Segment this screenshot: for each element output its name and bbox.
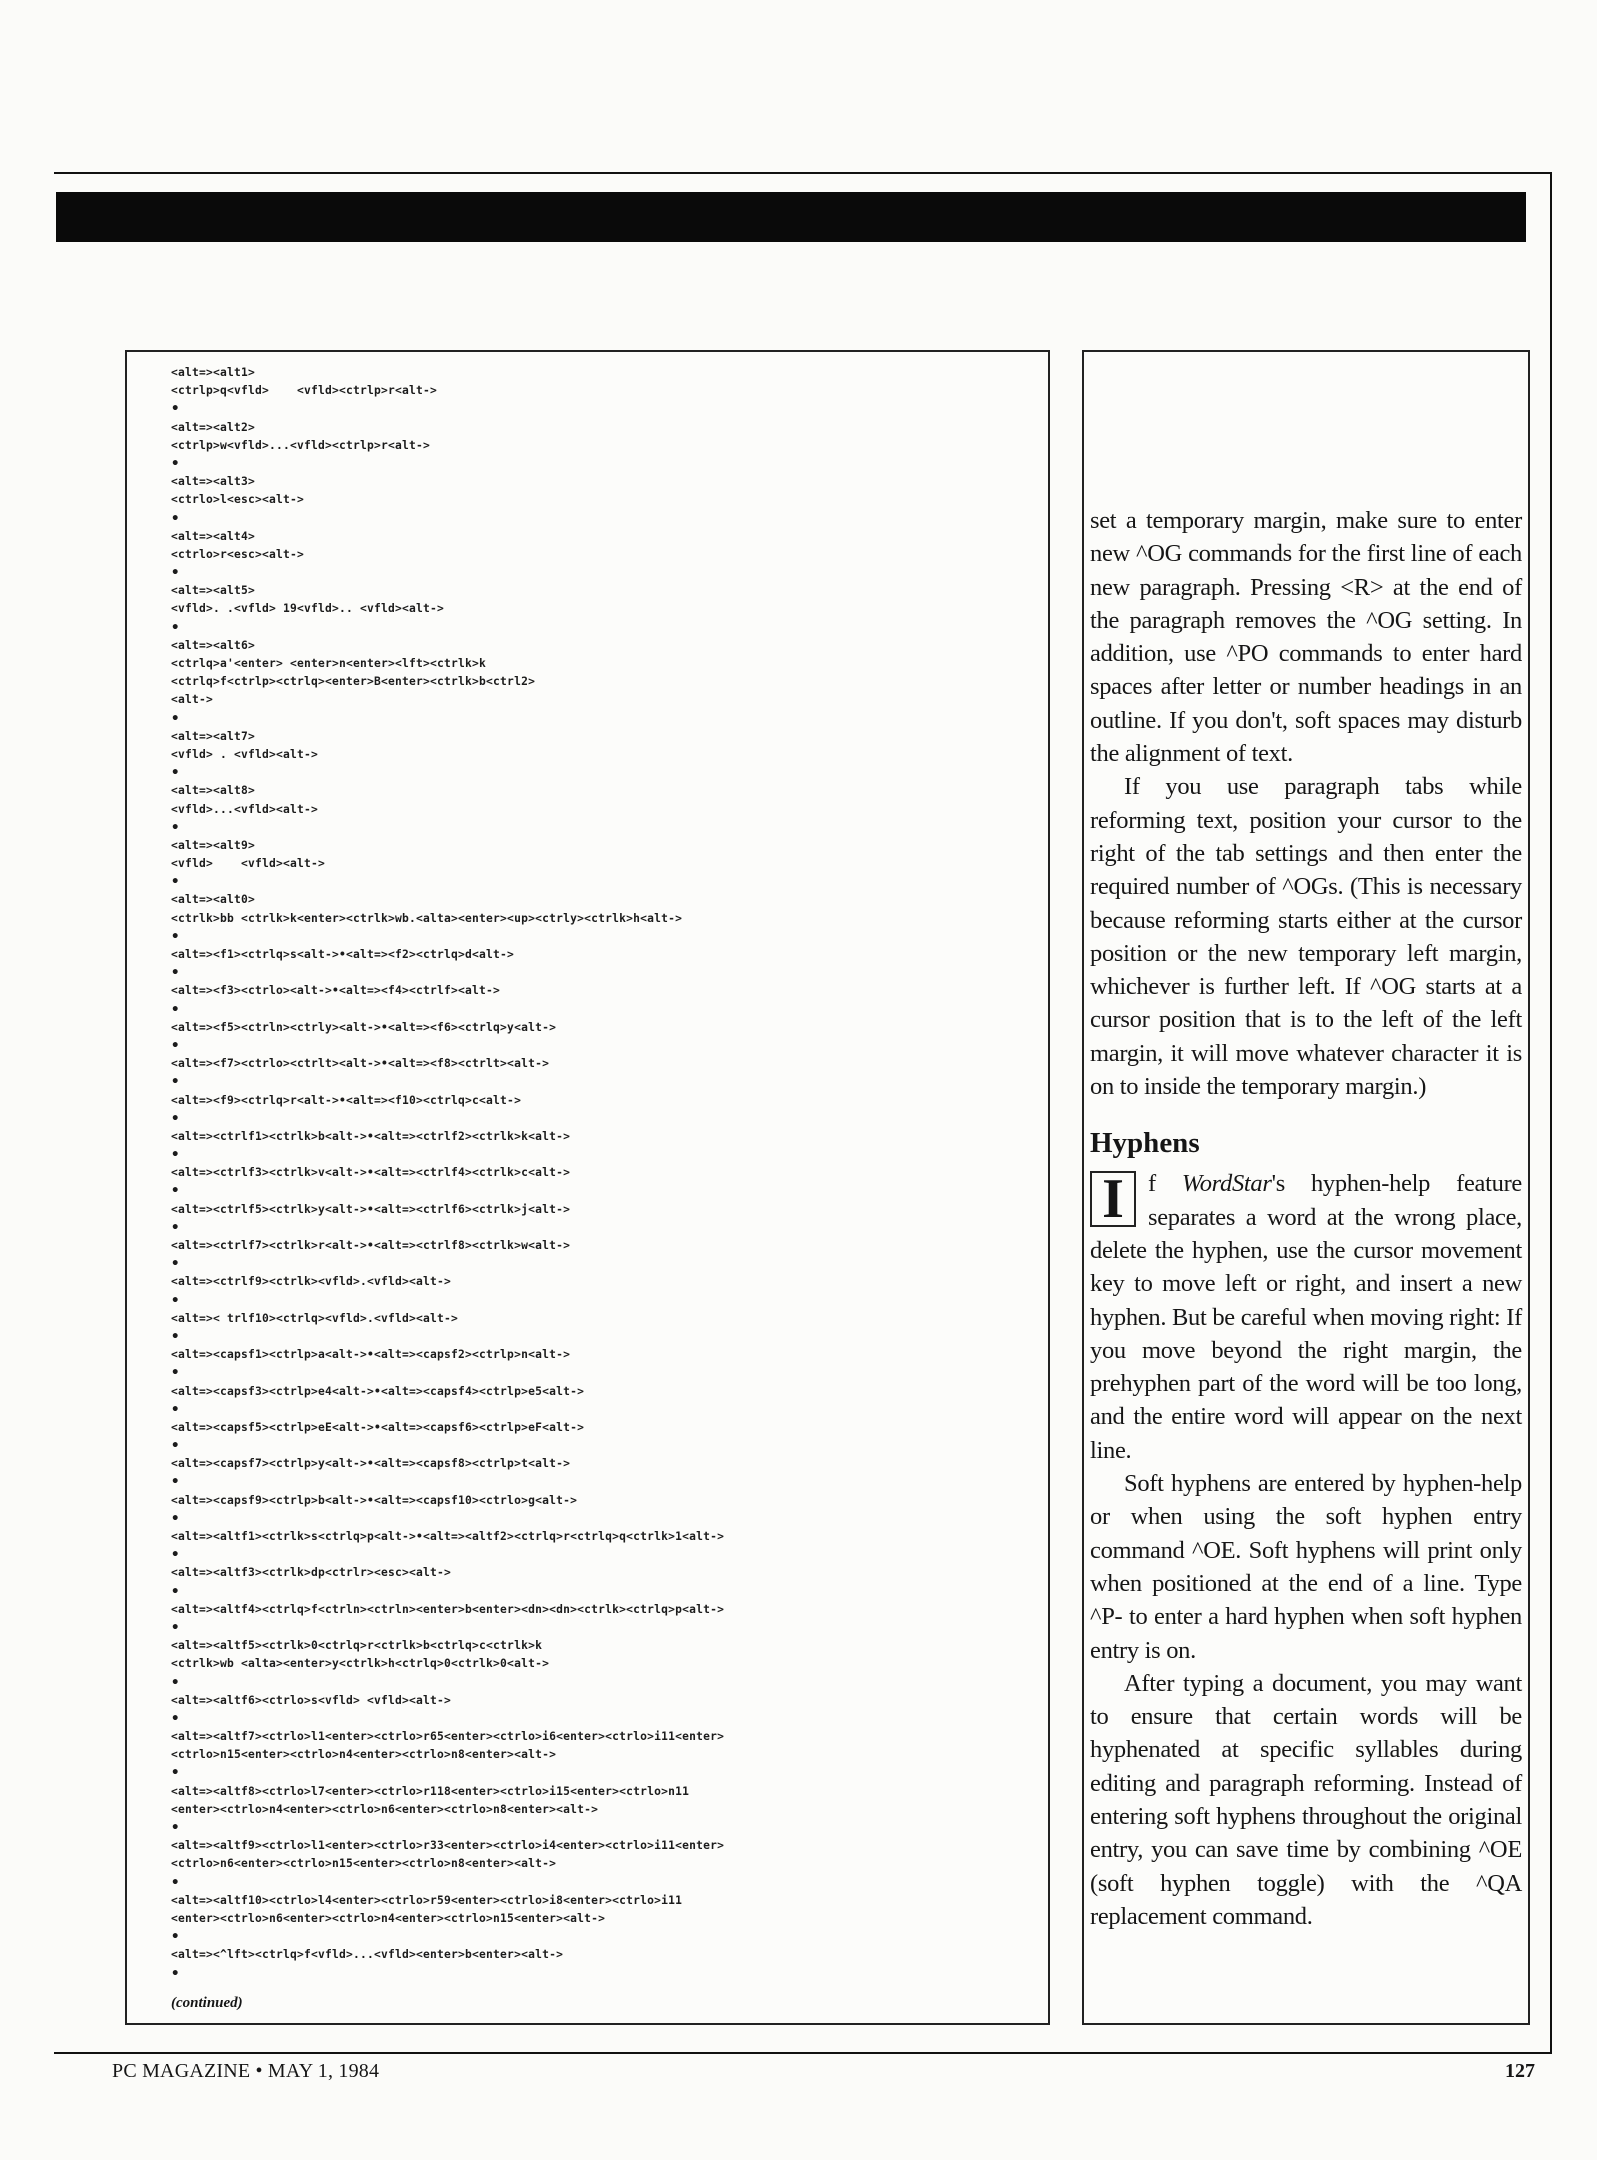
code-line: <alt=><f3><ctrlo><alt->•<alt=><f4><ctrlf><alt-> (171, 984, 501, 998)
code-separator: • (171, 510, 180, 527)
code-separator: • (171, 1401, 180, 1418)
code-separator: • (171, 1365, 180, 1382)
code-separator: • (171, 455, 180, 472)
code-line: <alt=><capsf7><ctrlp>y<alt->•<alt=><capsf8><ctrlp>t<alt-> (171, 1457, 571, 1471)
code-line: <ctrlp>w<vfld>...<vfld><ctrlp>r<alt-> (171, 438, 431, 452)
code-separator: • (171, 1965, 180, 1982)
code-line: <alt=><ctrlf7><ctrlk>r<alt->•<alt=><ctrlf8><ctrlk>w<alt-> (171, 1239, 571, 1252)
code-separator: • (171, 1765, 180, 1782)
code-line: <alt=><alt5> (171, 584, 256, 598)
code-separator: • (171, 928, 180, 945)
code-line: <alt=><capsf5><ctrlp>eE<alt->•<alt=><capsf6><ctrlp>eF<alt-> (171, 1420, 585, 1434)
code-line: <ctrlk>bb <ctrlk>k<enter><ctrlk>wb.<alta><enter><up><ctrly><ctrlk>h<alt-> (171, 911, 683, 925)
code-separator: • (171, 619, 180, 636)
code-line: <alt=>< trlf10><ctrlq><vfld>.<vfld><alt-> (171, 1311, 459, 1325)
code-line: <alt=><altf5><ctrlk>0<ctrlq>r<ctrlk>b<ctrlq>c<ctrlk>k (171, 1639, 543, 1653)
code-line: <ctrlk>wb <alta><enter>y<ctrlk>h<ctrlq>0<ctrlk>0<alt-> (171, 1657, 550, 1671)
paragraph-hyphen-help (1090, 1167, 1522, 1467)
code-line: <alt=><altf8><ctrlo>l7<enter><ctrlo>r118<enter><ctrlo>i15<enter><ctrlo>n11 (171, 1784, 690, 1798)
page-number: 127 (1505, 2060, 1535, 2082)
paragraph-paragraph-tabs: If you use paragraph tabs while reforming text, position your cursor to the right of the tab settings and then enter the required number of ^OGs. (This is necessary because reforming starts either at the cursor position or the new temporary left margin, whichever is further left. If ^OG starts at a cursor position that is to the left of the left margin, it will move whatever character it is on to inside the temporary margin.) (1090, 773, 1522, 1101)
code-listing-box (125, 350, 1050, 2025)
bottom-rule (54, 2052, 1552, 2054)
code-line: <enter><ctrlo>n4<enter><ctrlo>n6<enter><ctrlo>n8<enter><alt-> (171, 1802, 599, 1816)
top-rule (54, 172, 1552, 174)
code-separator: • (171, 1147, 180, 1164)
code-separator: • (171, 1292, 180, 1309)
code-line: <alt=><altf6><ctrlo>s<vfld> <vfld><alt-> (171, 1693, 452, 1707)
code-separator: • (171, 874, 180, 891)
code-line: <ctrlq>a'<enter> <enter>n<enter><lft><ctrlk>k (171, 657, 487, 670)
code-line: <alt=><capsf1><ctrlp>a<alt->•<alt=><capsf2><ctrlp>n<alt-> (171, 1348, 571, 1362)
code-line: <alt=><f9><ctrlq>r<alt->•<alt=><f10><ctrlq>c<alt-> (171, 1093, 522, 1107)
code-separator: • (171, 1929, 180, 1946)
continued-label: (continued) (171, 1994, 243, 2011)
code-separator: • (171, 1547, 180, 1564)
code-line: <ctrlo>r<esc><alt-> (171, 547, 305, 561)
code-separator: • (171, 1110, 180, 1127)
code-line: <enter><ctrlo>n6<enter><ctrlo>n4<enter><ctrlo>n15<enter><alt-> (171, 1911, 606, 1925)
code-line: <alt=><ctrlf5><ctrlk>y<alt->•<alt=><ctrlf6><ctrlk>j<alt-> (171, 1202, 571, 1216)
code-line: <vfld> . <vfld><alt-> (171, 747, 319, 761)
code-separator: • (171, 1820, 180, 1836)
code-separator: • (171, 1619, 180, 1636)
code-separator: • (171, 1438, 180, 1455)
code-separator: • (171, 1510, 180, 1527)
paragraph-hyphen-help-start: f (1148, 1170, 1182, 1198)
code-line: <ctrlo>n6<enter><ctrlo>n15<enter><ctrlo>n8<enter><alt-> (171, 1857, 557, 1871)
code-separator: • (171, 1674, 180, 1691)
code-line: <alt=><alt2> (171, 420, 256, 434)
hyphen-help-paragraph (1090, 1167, 1522, 1467)
code-separator: • (171, 1710, 180, 1727)
code-separator: • (171, 1183, 180, 1200)
code-separator: • (171, 1001, 180, 1018)
article-column (1082, 350, 1530, 2025)
paragraph-after-typing: After typing a document, you may want to ensure that certain words will be hyphenated at specific syllables during editing and paragraph reforming. Instead of entering soft hyphens throughout the original entry, you can save time by combining ^OE (soft hyphen toggle) with the ^QA replacement command. (1090, 1669, 1522, 1930)
drop-cap: I (1090, 1171, 1136, 1227)
header-bar (56, 192, 1526, 242)
code-line: <alt=><alt7> (171, 729, 256, 743)
code-line: <alt-> (171, 693, 214, 707)
paragraph-soft-hyphens: Soft hyphens are entered by hyphen-help or when using the soft hyphen entry command ^OE. Soft hyphens will print only when positioned at the end of a line. Type ^P- to enter a hard hyphen when soft hyphen entry is on. (1090, 1470, 1522, 1664)
code-line: <alt=><ctrlf1><ctrlk>b<alt->•<alt=><ctrlf2><ctrlk>k<alt-> (171, 1129, 571, 1143)
code-line: <alt=><capsf3><ctrlp>e4<alt->•<alt=><capsf4><ctrlp>e5<alt-> (171, 1384, 585, 1398)
code-line: <alt=><f7><ctrlo><ctrlt><alt->•<alt=><f8><ctrlt><alt-> (171, 1057, 550, 1071)
right-rule (1550, 172, 1552, 2052)
code-separator: • (171, 965, 180, 982)
code-line: <ctrlp>q<vfld> <vfld><ctrlp>r<alt-> (171, 384, 438, 398)
code-line: <alt=><alt9> (171, 838, 256, 852)
code-line: <alt=><ctrlf9><ctrlk><vfld>.<vfld><alt-> (171, 1275, 452, 1289)
code-line: <vfld> <vfld><alt-> (171, 857, 326, 871)
code-separator: • (171, 401, 180, 418)
code-separator: • (171, 1074, 180, 1091)
code-line: <alt=><^lft><ctrlq>f<vfld>...<vfld><enter>b<enter><alt-> (171, 1948, 564, 1962)
code-separator: • (171, 565, 180, 582)
code-separator: • (171, 819, 180, 836)
code-line: <alt=><ctrlf3><ctrlk>v<alt->•<alt=><ctrlf4><ctrlk>c<alt-> (171, 1166, 571, 1180)
code-separator: • (171, 1583, 180, 1600)
code-line: <alt=><capsf9><ctrlp>b<alt->•<alt=><capsf10><ctrlo>g<alt-> (171, 1493, 578, 1507)
code-separator: • (171, 1037, 180, 1054)
code-separator: • (171, 1474, 180, 1491)
code-line: <alt=><altf3><ctrlk>dp<ctrlr><esc><alt-> (171, 1566, 452, 1580)
code-separator: • (171, 1256, 180, 1273)
code-line: <alt=><altf1><ctrlk>s<ctrlq>p<alt->•<alt=><altf2><ctrlq>r<ctrlq>q<ctrlk>1<alt-> (171, 1530, 725, 1543)
paragraph-temporary-margin: set a temporary margin, make sure to enter new ^OG commands for the first line of each new paragraph. Pressing <R> at the end of the paragraph removes the ^OG setting. In addition, use ^PO commands to enter hard spaces after letter or number headings in an outline. If you don't, soft spaces may disturb the alignment of text. (1090, 507, 1522, 768)
wordstar-title: WordStar (1181, 1170, 1272, 1198)
footer-publication: PC MAGAZINE • MAY 1, 1984 (112, 2060, 380, 2082)
code-line: <alt=><alt6> (171, 638, 256, 652)
code-line: <alt=><alt4> (171, 529, 256, 543)
code-line: <alt=><alt8> (171, 784, 256, 798)
code-separator: • (171, 710, 180, 727)
code-separator: • (171, 765, 180, 782)
code-line: <alt=><alt0> (171, 893, 256, 907)
code-line: <vfld>...<vfld><alt-> (171, 802, 319, 816)
code-line: <alt=><altf7><ctrlo>l1<enter><ctrlo>r65<enter><ctrlo>i6<enter><ctrlo>i11<enter> (171, 1730, 725, 1744)
code-line: <alt=><alt1> (171, 366, 256, 379)
code-separator: • (171, 1874, 180, 1891)
paragraph-hyphen-help-rest: 's hyphen-help feature separates a word at the wrong place, delete the hyphen, use the cursor movement key to move left or right, and insert a new hyphen. But be careful when moving right: If you move beyond the right margin, the prehyphen part of the word will be too long, and the entire word will appear on the next line. (1090, 1170, 1522, 1464)
code-line: <alt=><f5><ctrln><ctrly><alt->•<alt=><f6><ctrlq>y<alt-> (171, 1020, 557, 1034)
code-line: <ctrlo>l<esc><alt-> (171, 493, 305, 507)
code-separator: • (171, 1328, 180, 1345)
code-line: <ctrlo>n15<enter><ctrlo>n4<enter><ctrlo>n8<enter><alt-> (171, 1748, 557, 1762)
section-heading-hyphens: Hyphens (1090, 1127, 1200, 1160)
code-line: <alt=><f1><ctrlq>s<alt->•<alt=><f2><ctrlq>d<alt-> (171, 948, 515, 961)
code-line: <alt=><altf10><ctrlo>l4<enter><ctrlo>r59<enter><ctrlo>i8<enter><ctrlo>i11 (171, 1893, 683, 1907)
code-separator: • (171, 1219, 180, 1236)
code-line: <vfld>. .<vfld> 19<vfld>.. <vfld><alt-> (171, 602, 445, 616)
code-line: <alt=><alt3> (171, 475, 256, 489)
code-line: <alt=><altf4><ctrlq>f<ctrln><ctrln><enter>b<enter><dn><dn><ctrlk><ctrlq>p<alt-> (171, 1602, 725, 1616)
code-line: <ctrlq>f<ctrlp><ctrlq><enter>B<enter><ctrlk>b<ctrl2> (171, 675, 536, 689)
code-listing (171, 364, 1028, 2012)
code-line: <alt=><altf9><ctrlo>l1<enter><ctrlo>r33<enter><ctrlo>i4<enter><ctrlo>i11<enter> (171, 1839, 725, 1853)
